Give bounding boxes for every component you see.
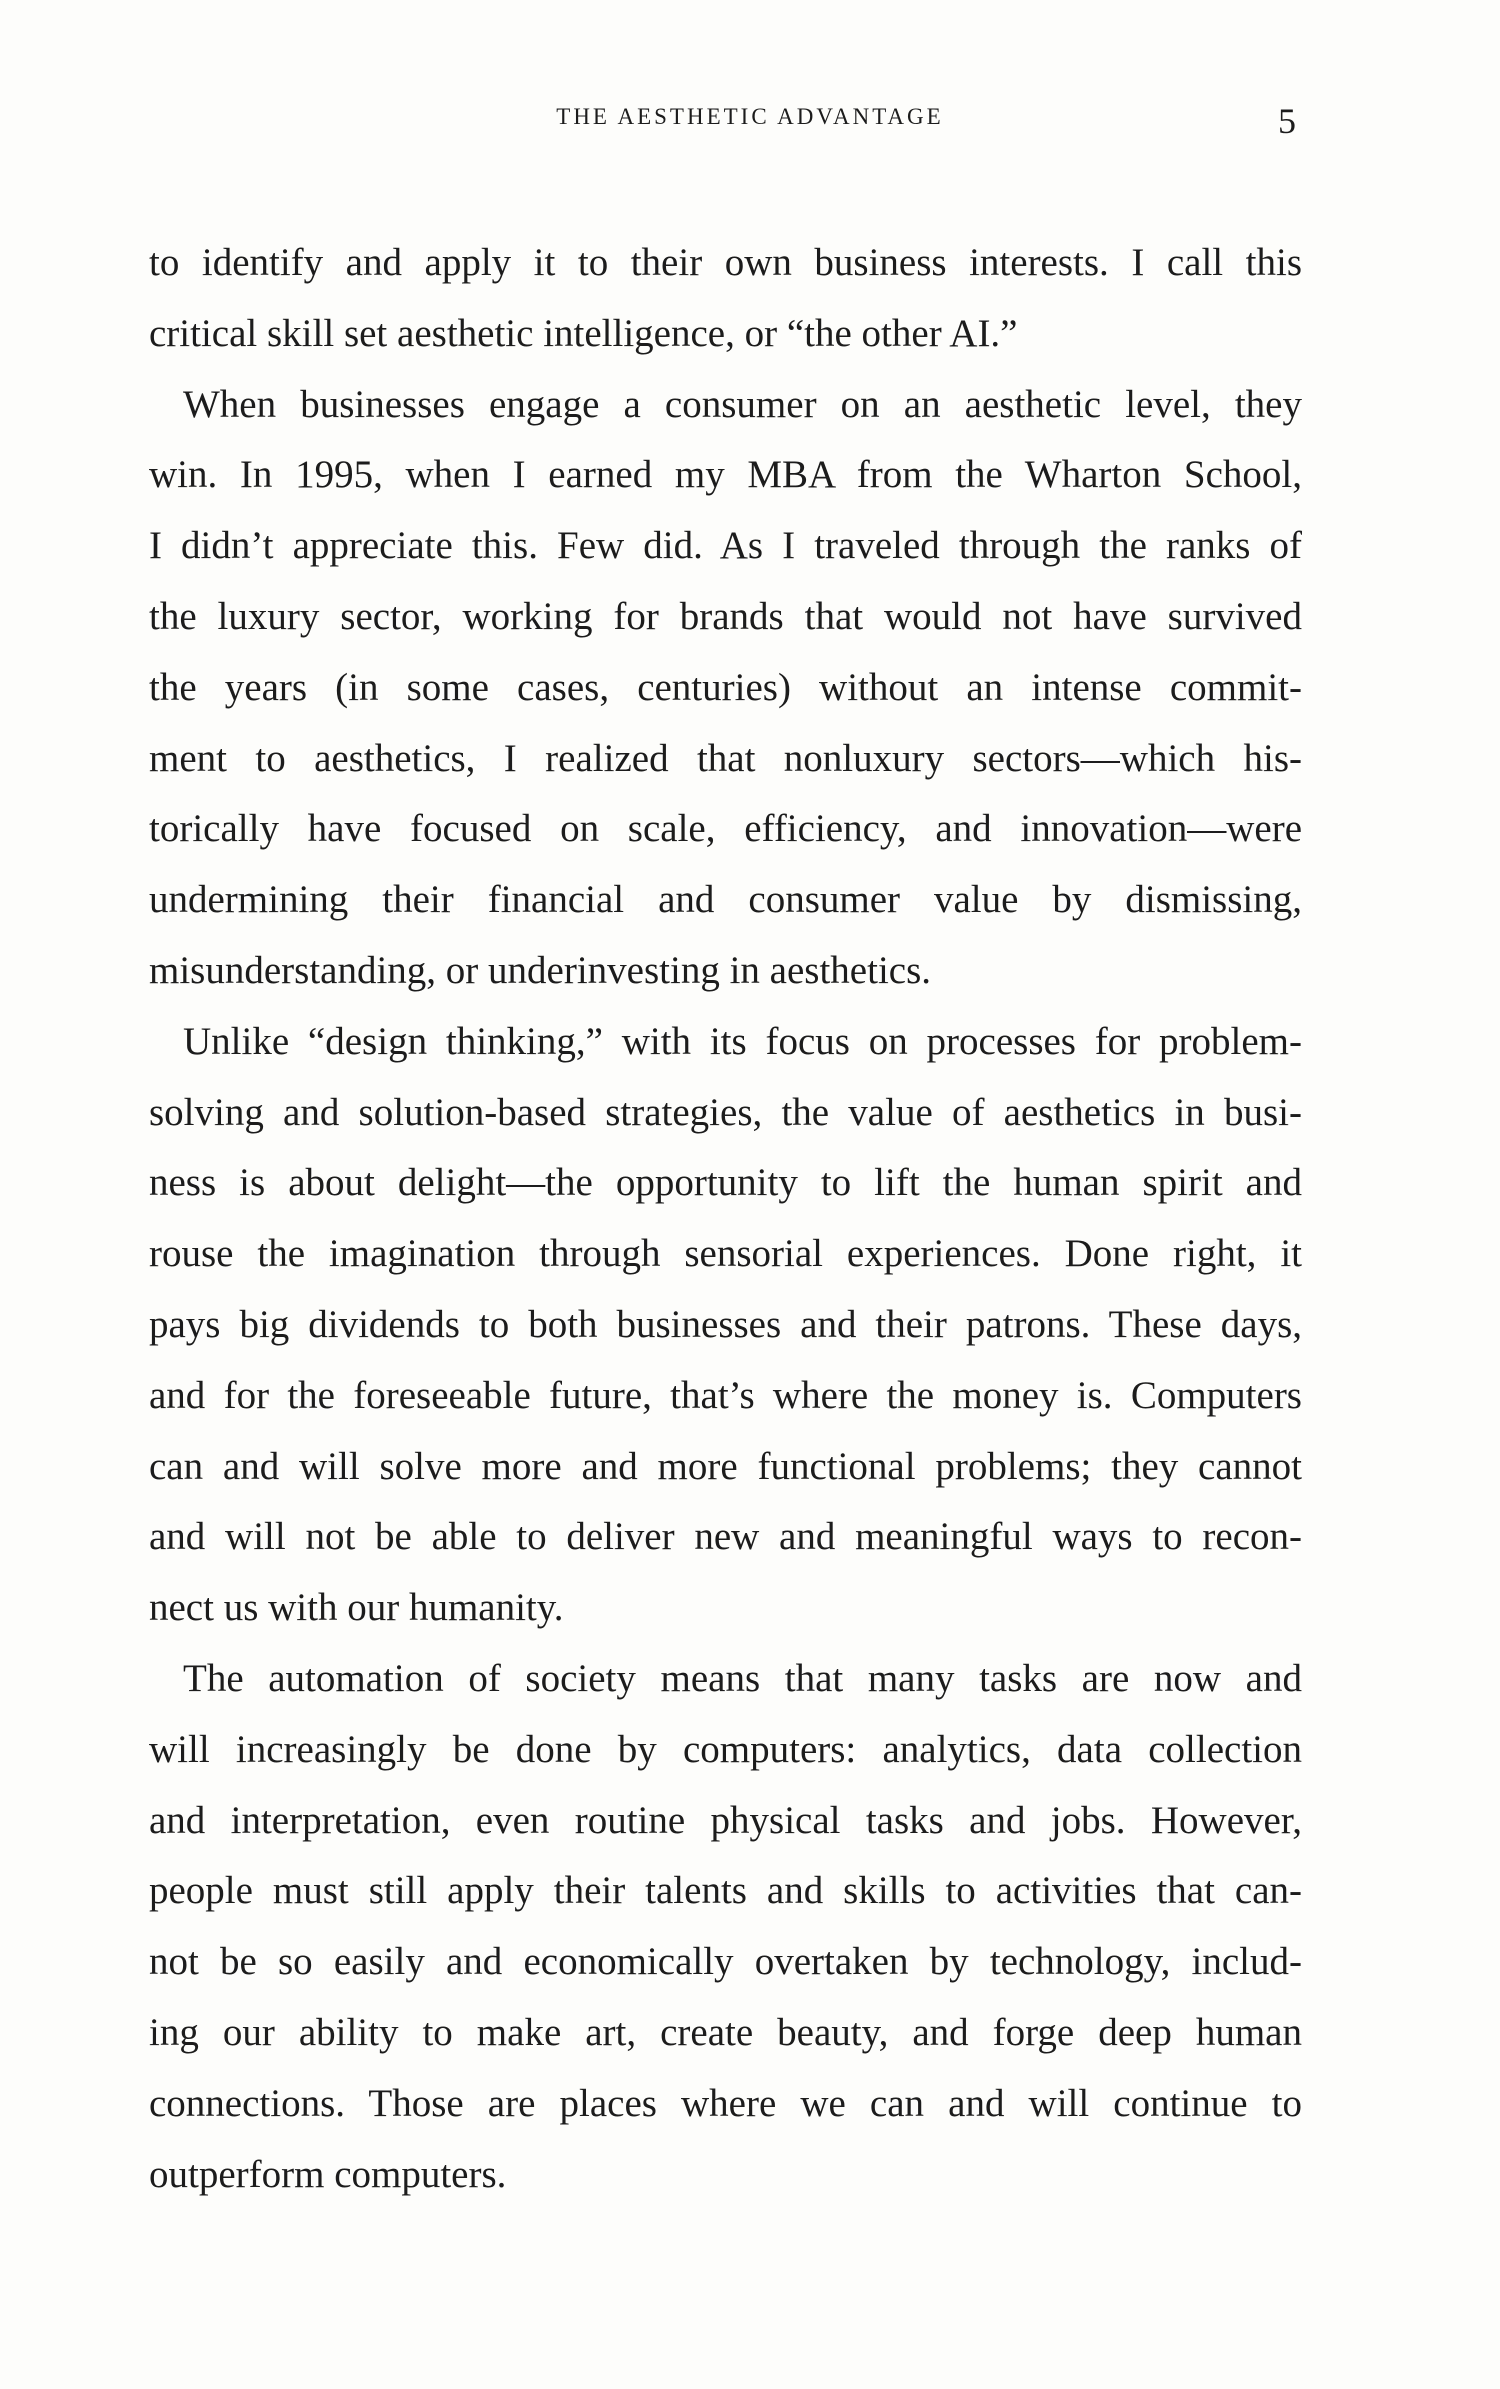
text-line: and interpretation, even routine physical tasks and jobs. However,	[149, 1798, 1302, 1842]
paragraph	[149, 1644, 1302, 2210]
running-head: THE AESTHETIC ADVANTAGE	[556, 104, 944, 129]
text-line: critical skill set aesthetic intelligence, or “the other AI.”	[149, 311, 1018, 355]
text-line: rouse the imagination through sensorial experiences. Done right, it	[149, 1232, 1302, 1276]
text-line: to identify and apply it to their own business interests. I call this	[149, 241, 1302, 284]
text-line: Unlike “design thinking,” with its focus on processes for problem-	[183, 1019, 1302, 1063]
text-line: will increasingly be done by computers: analytics, data collection	[149, 1727, 1302, 1771]
text-line: undermining their financial and consumer value by dismissing,	[149, 878, 1302, 922]
text-line: ness is about delight—the opportunity to lift the human spirit and	[149, 1161, 1302, 1205]
text-line: the years (in some cases, centuries) without an intense commit-	[149, 665, 1302, 709]
text-line: and will not be able to deliver new and meaningful ways to recon-	[149, 1515, 1302, 1559]
text-line: outperform computers.	[149, 2152, 507, 2196]
text-line: When businesses engage a consumer on an aesthetic level, they	[183, 382, 1302, 426]
text-line: people must still apply their talents and skills to activities that can-	[149, 1869, 1302, 1913]
text-line: not be so easily and economically overtaken by technology, includ-	[149, 1940, 1302, 1984]
text-line: ing our ability to make art, create beauty, and forge deep human	[149, 2010, 1302, 2054]
paragraph	[149, 228, 1302, 370]
text-line: win. In 1995, when I earned my MBA from the Wharton School,	[149, 453, 1302, 497]
text-line: pays big dividends to both businesses and their patrons. These days,	[149, 1302, 1302, 1346]
paragraph	[149, 370, 1302, 1007]
text-line: nect us with our humanity.	[149, 1586, 564, 1630]
text-line: solving and solution-based strategies, the value of aesthetics in busi-	[149, 1090, 1302, 1134]
text-line: I didn’t appreciate this. Few did. As I traveled through the ranks of	[149, 524, 1302, 568]
text-line: torically have focused on scale, efficiency, and innovation—were	[149, 807, 1302, 851]
text-line: the luxury sector, working for brands that would not have survived	[149, 594, 1302, 638]
text-line: The automation of society means that many tasks are now and	[183, 1656, 1302, 1700]
text-line: connections. Those are places where we can and will continue to	[149, 2081, 1302, 2125]
text-line: ment to aesthetics, I realized that nonluxury sectors—which his-	[149, 736, 1302, 780]
text-line: and for the foreseeable future, that’s where the money is. Computers	[149, 1373, 1302, 1417]
page-number: 5	[1278, 101, 1296, 141]
text-line: can and will solve more and more functional problems; they cannot	[149, 1444, 1302, 1488]
paragraph	[149, 1007, 1302, 1644]
text-line: misunderstanding, or underinvesting in aesthetics.	[149, 948, 932, 992]
body-text	[149, 228, 1302, 2210]
